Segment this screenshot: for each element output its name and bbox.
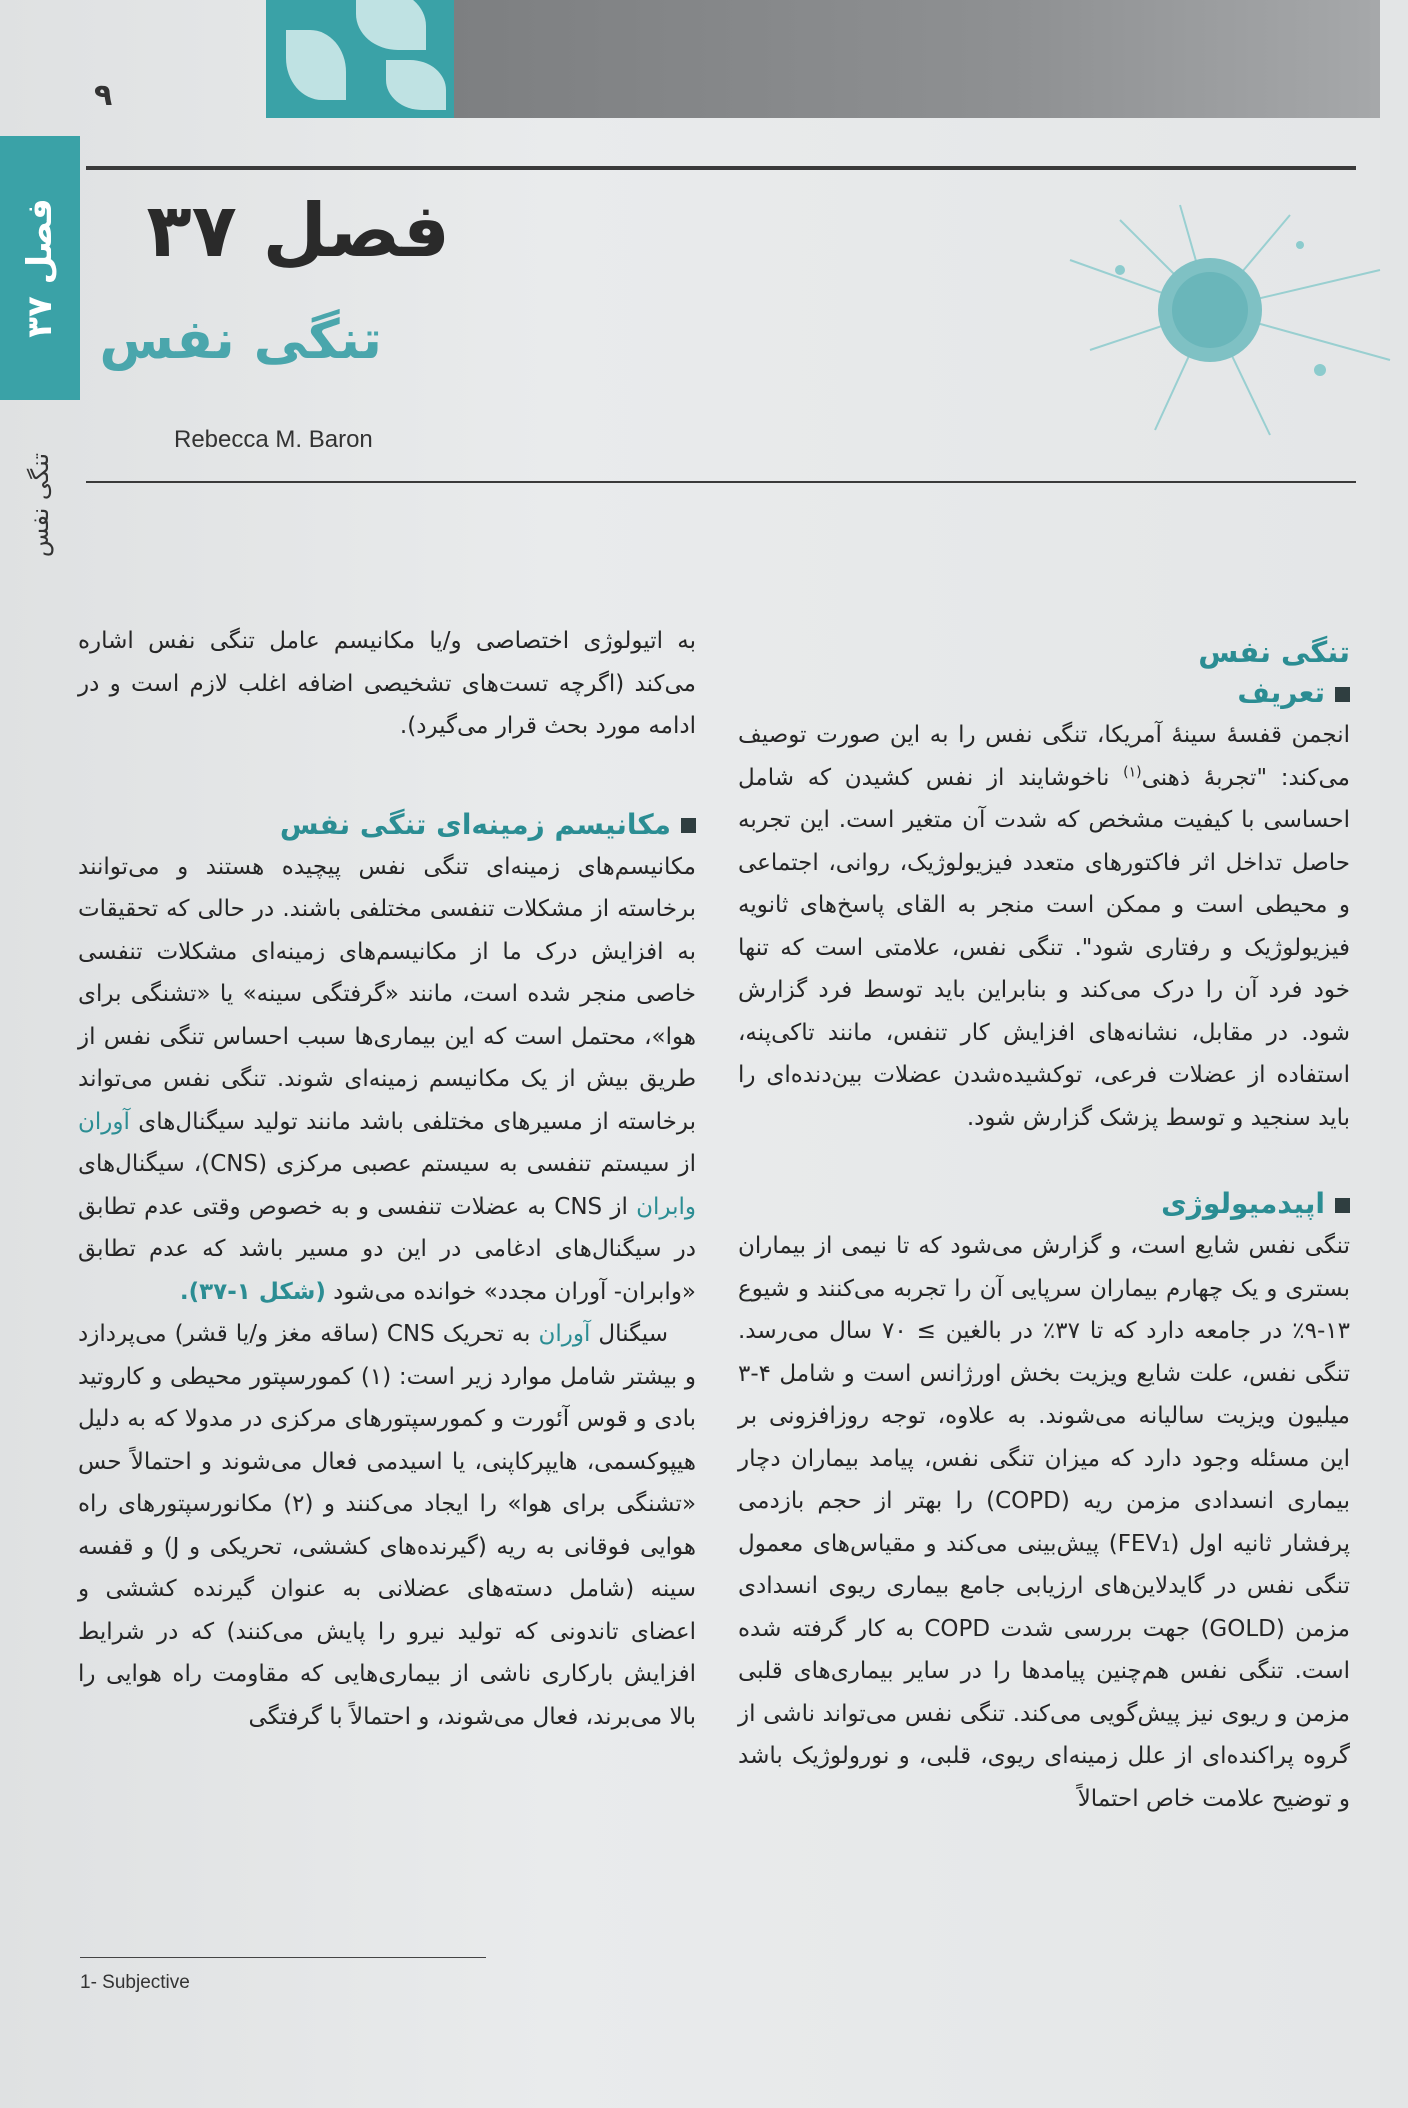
side-running-title: تنگی نفس xyxy=(26,452,54,558)
mechanism-paragraph-1 xyxy=(78,846,696,1314)
efferent-term: وابران xyxy=(636,1193,696,1220)
definition-heading-label: تعریف xyxy=(1237,676,1325,709)
square-bullet-icon xyxy=(1335,687,1350,702)
definition-paragraph xyxy=(738,714,1350,1139)
side-chapter-tab-label: فصل ۳۷ xyxy=(20,198,60,338)
header-gray-block xyxy=(454,0,1380,118)
chapter-word: فصل xyxy=(262,188,450,274)
right-text-column xyxy=(738,632,1350,1820)
chapter-author: Rebecca M. Baron xyxy=(174,426,373,453)
afferent-term: آوران xyxy=(538,1321,591,1347)
figure-reference: (شکل ۱-۳۷). xyxy=(179,1278,326,1305)
header-teal-block xyxy=(266,0,454,118)
mechanism-heading xyxy=(78,804,696,846)
afferent-term: آوران xyxy=(78,1108,130,1135)
mechanism-paragraph-2 xyxy=(78,1313,696,1738)
definition-heading xyxy=(738,672,1350,714)
header-rule-bottom xyxy=(86,481,1356,483)
definition-text-part1: انجمن قفسهٔ سینهٔ آمریکا، تنگی نفس را به این صورت توصیف می‌کند: "تجربهٔ ذهنی xyxy=(738,722,1350,791)
mechanism-p1-text-b: از سیستم تنفسی به سیستم عصبی مرکزی (CNS)، سیگنال‌های xyxy=(78,1151,696,1177)
header-rule-top xyxy=(86,166,1356,170)
epidemiology-heading-label: اپیدمیولوژی xyxy=(1161,1187,1325,1220)
footnote-marker: (۱) xyxy=(1123,763,1142,780)
section-main-heading: تنگی نفس xyxy=(1198,635,1350,669)
definition-text-part2: ناخوشایند از نفس کشیدن که شامل احساسی با کیفیت مشخص که شدت آن متغیر است. این تجربه حاصل تداخل اثر فاکتورهای متعدد فیزیولوژیک، روانی، اجتماعی و محیطی است و ممکن است منجر به القای پاسخ‌های ثانویه فیزیولوژیک و رفتاری شود". تنگی نفس، علامتی است که تنها خود فرد آن را درک می‌کند و بنابراین باید توسط فرد گزارش شود. در مقابل، نشانه‌های افزایش کار تنفس، مانند تاکی‌پنه، استفاده از عضلات فرعی، توکشیده‌شدن عضلات بین‌دنده‌ای را باید سنجید و توسط پزشک گزارش شود. xyxy=(738,764,1350,1131)
chapter-number: ۳۷ xyxy=(146,188,237,274)
square-bullet-icon xyxy=(681,818,696,833)
page-number: ۹ xyxy=(94,78,113,113)
mechanism-p1-text-c: از CNS به عضلات تنفسی و به خصوص وقتی عدم تطابق در سیگنال‌های ادغامی در این دو مسیر باشد که عدم تطابق «وابران- آوران مجدد» خوانده می‌شود xyxy=(78,1193,696,1305)
ink-splash-decoration xyxy=(1060,200,1400,440)
mechanism-p2-text-a: سیگنال xyxy=(590,1321,668,1347)
chapter-title: تنگی نفس xyxy=(99,308,382,371)
left-text-column xyxy=(78,620,696,1738)
square-bullet-icon xyxy=(1335,1198,1350,1213)
footnote: 1- Subjective xyxy=(80,1972,190,1993)
epidemiology-paragraph: تنگی نفس شایع است، و گزارش می‌شود که تا نیمی از بیماران بستری و یک چهارم بیماران سرپایی آن را تجربه می‌کنند و شیوع ۱۳-۹٪ در جامعه دارد که تا ۳۷٪ در بالغین ≥ ۷۰ سال می‌رسد. تنگی نفس، علت شایع ویزیت بخش اورژانس است و شامل ۴-۳ میلیون ویزیت سالیانه می‌شوند. به علاوه، توجه روزافزونی بر این مسئله وجود دارد که میزان تنگی نفس، پیامد بیماران دچار بیماری انسدادی مزمن ریه (COPD) را بهتر از حجم بازدمی پرفشار ثانیه اول (FEV₁) پیش‌بینی می‌کند و مقیاس‌های معمول تنگی نفس در گایدلاین‌های ارزیابی جامع بیماری ریوی انسدادی مزمن (GOLD) جهت بررسی شدت COPD به کار گرفته شده است. تنگی نفس هم‌چنین پیامدها را در سایر بیماری‌های قلبی مزمن و ریوی نیز پیش‌گویی می‌کند. تنگی نفس می‌تواند ناشی از گروه پراکنده‌ای از علل زمینه‌ای ریوی، قلبی، و نورولوژیک باشد و توضیح علامت خاص احتمالاً xyxy=(738,1233,1351,1812)
chapter-heading xyxy=(146,188,450,274)
mechanism-p2-text-b: به تحریک CNS (ساقه مغز و/یا قشر) می‌پردازد و بیشتر شامل موارد زیر است: (۱) کمورسپتور محیطی و کاروتید بادی و قوس آئورت و کمورسپتورهای مرکزی در مدولا که به دلیل هیپوکسمی، هایپرکاپنی، یا اسیدمی فعال می‌شوند و احتمالاً حس «تشنگی برای هوا» را ایجاد می‌کنند و (۲) مکانورسپتورهای راه هوایی فوقانی به ریه (گیرنده‌های کششی، تحریکی و J) و قفسه سینه (شامل دسته‌های عضلانی به عنوان گیرنده کششی و اعضای تاندونی که تولید نیرو را پایش می‌کنند) که در شرایط افزایش بارکاری ناشی از بیماری‌هایی که مقاومت راه هوایی را بالا می‌برند، فعال می‌شوند، و احتمالاً با گرفتگی xyxy=(78,1321,697,1730)
epidemiology-heading xyxy=(738,1183,1350,1225)
mechanism-p1-text-a: مکانیسم‌های زمینه‌ای تنگی نفس پیچیده هستند و می‌توانند برخاسته از مشکلات تنفسی مختلفی باشند. در حالی که تحقیقات به افزایش درک ما از مکانیسم‌های زمینه‌ای مشکلات تنفسی خاصی منجر شده است، مانند «گرفتگی سینه» یا «تشنگی برای هوا»، محتمل است که این بیماری‌ها سبب احساس تنگی نفس از طریق بیش از یک مکانیسم زمینه‌ای شوند. تنگی نفس می‌تواند برخاسته از مسیرهای مختلفی باشد مانند تولید سیگنال‌های xyxy=(78,853,696,1135)
footnote-divider xyxy=(80,1957,486,1958)
mechanism-heading-label: مکانیسم زمینه‌ای تنگی نفس xyxy=(279,807,671,841)
intro-paragraph: به اتیولوژی اختصاصی و/یا مکانیسم عامل تنگی نفس اشاره می‌کند (اگرچه تست‌های تشخیصی اضافه اغلب لازم است و در ادامه مورد بحث قرار می‌گیرد). xyxy=(78,628,696,739)
